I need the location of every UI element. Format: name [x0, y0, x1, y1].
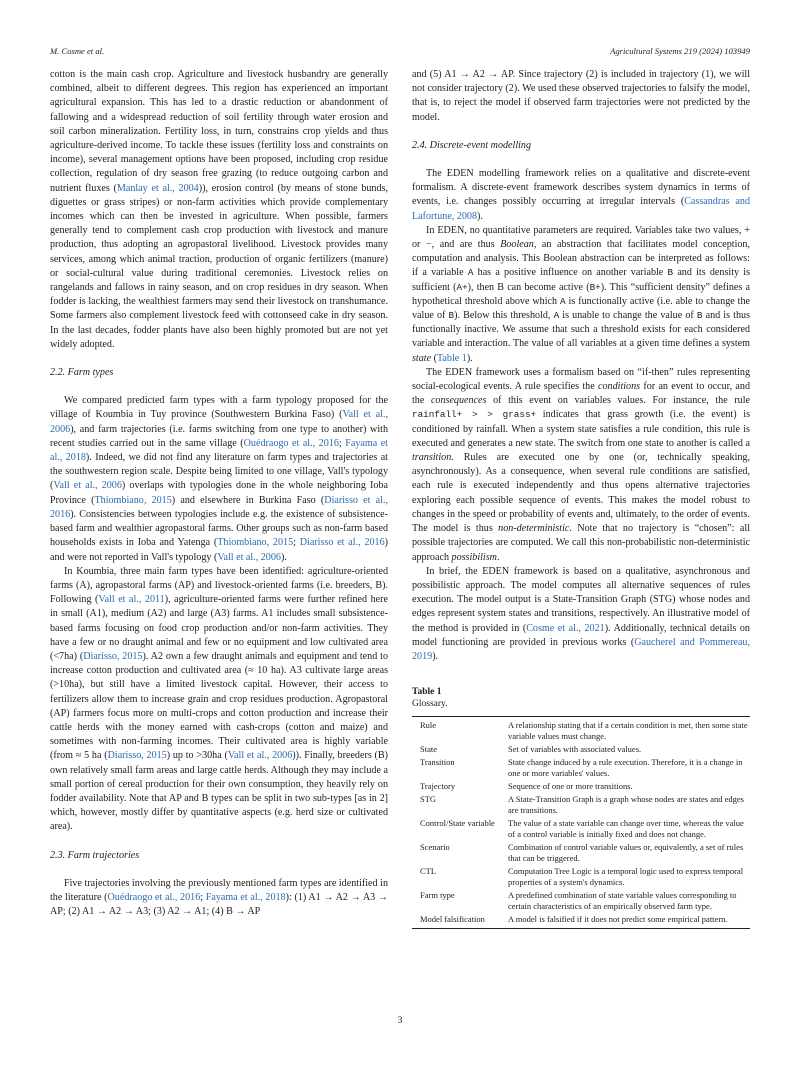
glossary-table-block — [412, 686, 750, 929]
glossary-term: Transition — [420, 757, 455, 768]
table-row — [412, 717, 750, 744]
table-row — [412, 889, 750, 913]
glossary-definition: Combination of control variable values or, equivalently, a set of rules that can be triggered. — [508, 842, 744, 864]
paragraph-koumbia-farm-types: In Koumbia, three main farm types have been identified: agriculture-oriented farms (A), agropastoral farms (AP) and livestock-oriented farms (i.e. breeders, B). Following (Vall et al., 2011), agriculture-oriented farms were further refined here in small (A1), medium (A2) and large (A3) farms. A1 includes small subsistence-based farms focusing on food crop production and/or non-farm activities. They have a few or no draught animal and few or no equipment and low cultivated area (<7ha) (Diarisso, 2015). A2 own a few draught animals and equipment and tend to increase cotton production and cultivated area (≈ 10 ha). A3 cultivate large areas (>10ha), but still have a limited livestock capital. However, their access to fertilizers allow them to increase grain and crop residues production. Agropastoral (AP) farmers focus more on multi-crops and cotton production and increase their cattle herds with the money earned with cash-crops (cotton and maize) and sometimes with non-farming incomes. Their cultivated area is highly variable (from ≈ 5 ha (Diarisso, 2015) up to >30ha (Vall et al., 2006)). Finally, breeders (B) own relatively small farm areas and large cattle herds. Although they may include a small portion of cereal production for their own consumption, they heavily rely on fodder availability. Note that AP and B types can be split in two sub-types [as in 2] which, however, mostly differ by quantitative aspects (e.g. herd size or cultivated area). — [50, 565, 388, 833]
table-title: Table 1 — [412, 687, 442, 698]
glossary-definition: Set of variables with associated values. — [508, 744, 642, 755]
table-caption: Glossary. — [412, 699, 448, 710]
table-row — [412, 913, 750, 929]
glossary-definition: A relationship stating that if a certain condition is met, then some state variable values must change. — [506, 717, 750, 744]
glossary-term: Model falsification — [412, 913, 506, 929]
citation-link[interactable]: Vall et al., 2006 — [227, 750, 293, 762]
right-column — [412, 68, 750, 929]
citation-link[interactable]: Fayama et al., 2018 — [205, 891, 286, 903]
table-reference-link[interactable]: Table 1 — [436, 352, 467, 364]
citation-link[interactable]: Diarisso et al., 2016 — [299, 537, 385, 549]
glossary-definition: Computation Tree Logic is a temporal logic used to express temporal properties of a system's dynamics. — [508, 866, 744, 888]
paragraph-if-then-rules: The EDEN framework uses a formalism based on “if-then” rules representing social-ecological events. A rule specifies the conditions for an event to occur, and the consequences of this event on variables values. For instance, the rule rainfall+ > > grass+ indicates that grass growth (i.e. the event) is conditioned by rainfall. When a system state satisfies a rule condition, this rule is executed and generates a new state. The switch from one state to another is called a transition. Rules are executed one by one (or, technically speaking, asynchronously). As a consequence, when several rule conditions are satisfied, each rule is executed independently and thus opens alternative trajectories exploring each possible sequence of events. This makes the model robust to changes in the speed or probability of events and, ultimately, to the order of events. The model is thus non-deterministic. Note that no trajectory is “chosen”: all possible trajectories are computed. We call this non-probabilistic non-deterministic approach possibilism. — [412, 366, 750, 563]
citation-link[interactable]: Vall et al., 2006 — [53, 480, 122, 492]
citation-link[interactable]: Vall et al., 2006 — [50, 409, 388, 435]
table-row — [412, 841, 750, 865]
paragraph-region-context: cotton is the main cash crop. Agriculture and livestock husbandry are generally combined, albeit to different degrees. This region has experienced an important agricultural expansion. This has led to a drastic reduction or abandonment of fallowing and a widespread reduction of soil fertility through water erosion and soil carbon mineralization. Fertility loss, in turn, constrains crop yields and thus agriculture-derived income. To tackle these issues (fertility loss and constraints on income), several management options have been proposed, including crop residue collection, regulation of dry season free grazing (to reduce outgoing carbon and nutrient fluxes (Manlay et al., 2004)), erosion control (by means of stone bunds, diguettes or grass stripes) or non-farm activities which provide complementary incomes which can then be invested in agriculture. When possible, farmers generally tend to complement cash crop production with livestock and manure production, thus adopting an agropastoral livelihood. Livestock provides many services, among which animal traction, production of organic fertilizers (manure) or social-cultural value during traditional ceremonies. Livestock relies on rangelands and fallows in rainy season, and on crop residues in dry season. When fodder is lacking, the wealthiest farmers may send their livestock on transhumance. Some farmers also complement livestock feed with cottonseed cake in dry season. In the last decades, fodder plants have also been highly promoted but are not yet widely adopted. — [50, 69, 388, 350]
citation-link[interactable]: Ouédraogo et al., 2016 — [243, 437, 339, 449]
running-header-journal: Agricultural Systems 219 (2024) 103949 — [610, 46, 750, 56]
paragraph-trajectory-continuation: and (5) A1 → A2 → AP. Since trajectory (2) is included in trajectory (1), we will not consider trajectory (2). We used these observed trajectories to falsify the model, that is, to reject the model if observed farm trajectories were not predicted by the model. — [412, 69, 750, 123]
glossary-definition: A predefined combination of state variable values corresponding to certain characteristics of an empirically observed farm type. — [508, 890, 737, 912]
table-row — [412, 756, 750, 780]
citation-link[interactable]: Vall et al., 2011 — [98, 594, 165, 606]
citation-link[interactable]: Ouédraogo et al., 2016 — [107, 891, 201, 903]
table-row — [412, 780, 750, 793]
citation-link[interactable]: Thiombiano, 2015 — [94, 494, 172, 506]
section-heading-farm-trajectories: 2.3. Farm trajectories — [50, 849, 140, 861]
paragraph-eden-framework: The EDEN modelling framework relies on a qualitative and discrete-event formalism. A discrete-event framework describes system dynamics in terms of events, i.e. changes possibly occurring at irregular intervals (Cassandras and Lafortune, 2008). — [412, 168, 750, 222]
citation-link[interactable]: Thiombiano, 2015 — [217, 537, 294, 549]
paragraph-summary: In brief, the EDEN framework is based on a qualitative, asynchronous and possibilistic approach. The model computes all alternative sequences of rules execution. The model output is a State-Transition Graph (STG) whose nodes and edges represent system states and transitions, respectively. An illustrative model of the method is provided in (Cosme et al., 2021). Additionally, technical details on model functioning are provided in previous works (Gaucherel and Pommereau, 2019). — [412, 565, 751, 662]
page-number: 3 — [397, 1016, 403, 1026]
citation-link[interactable]: Fayama et al., 2018 — [50, 437, 388, 464]
citation-link[interactable]: Diarisso et al., 2016 — [50, 494, 389, 520]
glossary-term: Rule — [412, 717, 506, 744]
citation-link[interactable]: Cosme et al., 2021 — [526, 622, 605, 634]
table-row — [412, 793, 750, 817]
glossary-definition: A State-Transition Graph is a graph whose nodes are states and edges are transitions. — [508, 794, 744, 816]
left-column — [50, 68, 388, 919]
citation-link[interactable]: Manlay et al., 2004 — [116, 182, 199, 194]
glossary-definition: Sequence of one or more transitions. — [508, 781, 633, 792]
glossary-term: Trajectory — [420, 781, 456, 792]
glossary-term: CTL — [420, 866, 437, 877]
citation-link[interactable]: Vall et al., 2006 — [217, 551, 281, 563]
glossary-term: Control/State variable — [420, 818, 495, 829]
glossary-term: STG — [420, 794, 437, 805]
paragraph-boolean-abstraction: In EDEN, no quantitative parameters are required. Variables take two values, + or −, and are thus Boolean, an abstraction that facilitates model conception, computation and analysis. This Boolean abstraction can be interpreted as follows: if a variable A has a positive influence on another variable B and its density is sufficient (A+), then B can become active (B+). This “sufficient density” defines a hypothetical threshold above which A is functionally active (i.e. able to change the value of B). Below this threshold, A is unable to change the value of B and is thus functionally inactive. We assume that such a threshold exists for each considered variable and interaction. The value of all variables at a given time defines a system state (Table 1). — [412, 224, 750, 364]
glossary-definition: State change induced by a rule execution. Therefore, it is a change in one or more variables' values. — [508, 757, 743, 779]
glossary-definition: A model is falsified if it does not predict some empirical pattern. — [506, 913, 750, 929]
table-row — [412, 743, 750, 756]
citation-link[interactable]: Cassandras and Lafortune, 2008 — [412, 196, 750, 222]
glossary-table — [412, 716, 750, 929]
section-heading-farm-types: 2.2. Farm types — [50, 367, 114, 379]
running-header-authors: M. Cosme et al. — [50, 46, 105, 56]
table-row — [412, 865, 750, 889]
glossary-term: Scenario — [420, 842, 450, 853]
glossary-term: Farm type — [420, 890, 455, 901]
citation-link[interactable]: Diarisso, 2015 — [107, 750, 167, 762]
section-heading-discrete-event: 2.4. Discrete-event modelling — [412, 139, 532, 151]
rule-example-code: rainfall+ > > grass+ — [412, 409, 537, 421]
paragraph-farm-typology: We compared predicted farm types with a farm typology proposed for the village of Koumbia in Tuy province (Southwestern Burkina Faso) (Vall et al., 2006), and farm trajectories (i.e. farms switching from one type to another) with recent studies carried out in the same village (Ouédraogo et al., 2016; Fayama et al., 2018). Indeed, we did not find any literature on farm types and trajectories at the southwestern region scale. Despite being limited to one village, Vall's typology (Vall et al., 2006) overlaps with typologies done in the whole neighboring Ioba Province (Thiombiano, 2015) and elsewhere in Burkina Faso (Diarisso et al., 2016). Consistencies between typologies include e.g. the existence of subsistence-based farm and wealthier agropastoral farms. Other groups such as non-farm based households exists in Ioba and Yatenga (Thiombiano, 2015; Diarisso et al., 2016) and were not reported in Vall's typology (Vall et al., 2006). — [50, 395, 389, 563]
paragraph-trajectories: Five trajectories involving the previously mentioned farm types are identified in the literature (Ouédraogo et al., 2016; Fayama et al., 2018): (1) A1 → A2 → A3 → AP; (2) A1 → A2 → A3; (3) A2 → A1; (4) B → AP — [50, 877, 389, 918]
citation-link[interactable]: Gaucherel and Pommereau, 2019 — [412, 636, 751, 662]
glossary-term: State — [420, 744, 437, 755]
table-row — [412, 817, 750, 841]
citation-link[interactable]: Diarisso, 2015 — [83, 650, 143, 662]
glossary-definition: The value of a state variable can change over time, whereas the value of a control variable is initially fixed and does not change. — [508, 818, 744, 840]
